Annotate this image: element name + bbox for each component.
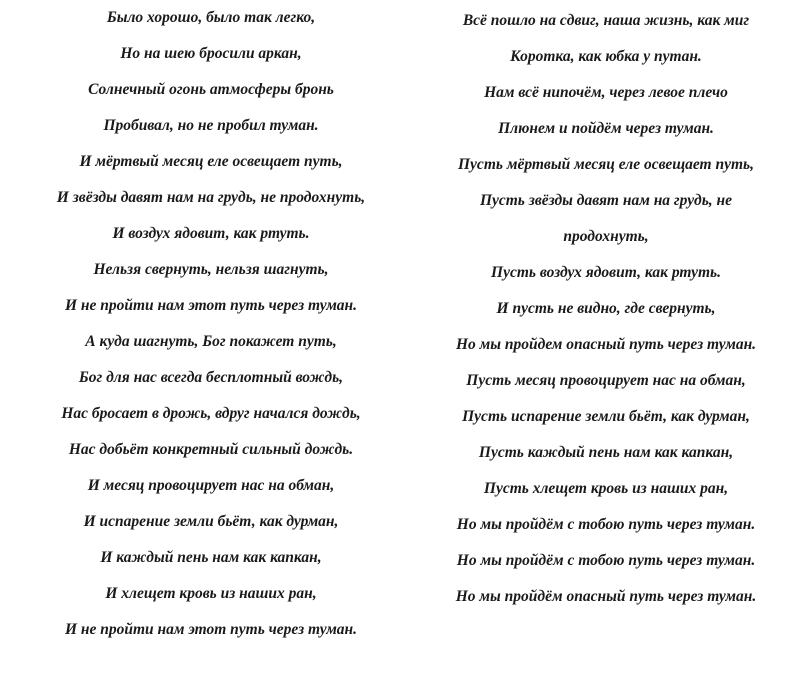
poem-right-column	[412, 7, 800, 619]
poem-line: Пробивал, но не пробил туман.	[103, 117, 319, 134]
poem-line: Но мы пройдем опасный путь через туман.	[455, 336, 757, 353]
poem-line: И не пройти нам этот путь через туман.	[64, 621, 358, 638]
poem-line: Всё пошло на сдвиг, наша жизнь, как миг	[462, 12, 750, 29]
poem-line: Было хорошо, было так легко,	[106, 9, 316, 26]
poem-line: Пусть хлещет кровь из наших ран,	[483, 480, 729, 497]
poem-line: Но на шею бросили аркан,	[120, 45, 302, 62]
poem-line: Пусть мёртвый месяц еле освещает путь,	[458, 156, 754, 173]
poem-line: Пусть воздух ядовит, как ртуть.	[491, 264, 721, 281]
poem-line: Нас бросает в дрожь, вдруг начался дождь,	[61, 405, 361, 422]
poem-line: И пусть не видно, где свернуть,	[496, 300, 716, 317]
poem-line: Нам всё нипочём, через левое плечо	[484, 84, 728, 101]
poem-line: И месяц провоцирует нас на обман,	[87, 477, 335, 494]
poem-line: Пусть месяц провоцирует нас на обман,	[466, 372, 746, 389]
poem-line: продохнуть,	[563, 228, 649, 245]
poem-line: Бог для нас всегда бесплотный вождь,	[78, 369, 344, 386]
poem-line: И каждый пень нам как капкан,	[100, 549, 322, 566]
poem-line: Нельзя свернуть, нельзя шагнуть,	[93, 261, 329, 278]
poem-line: Плюнем и пойдём через туман.	[498, 120, 714, 137]
poem-line: И воздух ядовит, как ртуть.	[112, 225, 310, 242]
poem-line: Но мы пройдём опасный путь через туман.	[455, 588, 757, 605]
poem-line: И испарение земли бьёт, как дурман,	[83, 513, 339, 530]
poem-line: Пусть испарение земли бьёт, как дурман,	[462, 408, 750, 425]
poem-line: Но мы пройдём с тобою путь через туман.	[456, 516, 756, 533]
poem-line: И мёртвый месяц еле освещает путь,	[79, 153, 343, 170]
poem-line: А куда шагнуть, Бог покажет путь,	[85, 333, 337, 350]
poem-line: Коротка, как юбка у путан.	[510, 48, 702, 65]
poem-line: И хлещет кровь из наших ран,	[105, 585, 317, 602]
poem-line: Пусть каждый пень нам как капкан,	[478, 444, 734, 461]
poem-line: Солнечный огонь атмосферы бронь	[88, 81, 334, 98]
poem-line: Нас добьёт конкретный сильный дождь.	[68, 441, 354, 458]
poem-line: И звёзды давят нам на грудь, не продохнуть,	[56, 189, 366, 206]
poem-line: И не пройти нам этот путь через туман.	[64, 297, 358, 314]
poem-line: Но мы пройдём с тобою путь через туман.	[456, 552, 756, 569]
poem-left-column	[6, 4, 416, 652]
poem-line: Пусть звёзды давят нам на грудь, не	[479, 192, 733, 209]
